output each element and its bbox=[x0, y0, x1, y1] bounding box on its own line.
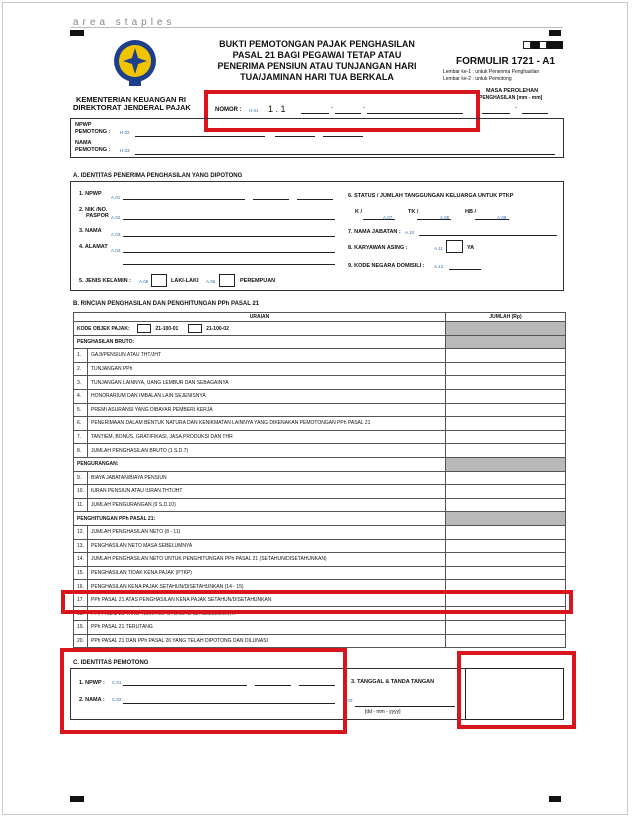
amount-cell[interactable] bbox=[446, 553, 566, 567]
kode-1-label: 21-100-01 bbox=[155, 325, 179, 332]
row-description: JUMLAH PENGHASILAN NETO UNTUK PENGHITUNGAN PPh PASAL 21 (SETAHUN/DISETAHUNKAN) bbox=[88, 553, 446, 567]
amount-cell[interactable] bbox=[446, 539, 566, 553]
a-npwp-field-2[interactable] bbox=[253, 199, 289, 200]
a-jk-code-1: A.05 bbox=[139, 279, 149, 284]
a-nik-code: A.02 bbox=[111, 215, 121, 220]
amount-cell[interactable] bbox=[446, 566, 566, 580]
c-date-format: [dd - mm - yyyy] bbox=[365, 709, 401, 715]
row-number: 13. bbox=[74, 539, 88, 553]
nama-pemotong-label-2: PEMOTONG : bbox=[75, 147, 111, 153]
nomor-code: H.01 bbox=[249, 108, 259, 113]
c-ttd-code: C.03 bbox=[343, 698, 353, 703]
c-npwp-label: 1. NPWP : bbox=[79, 680, 105, 686]
amount-cell[interactable] bbox=[446, 362, 566, 376]
row-description: JUMLAH PENGURANGAN (9 S.D.10) bbox=[88, 498, 446, 512]
hb-label: HB / bbox=[465, 209, 476, 215]
amount-cell[interactable] bbox=[446, 403, 566, 417]
form-code: FORMULIR 1721 - A1 bbox=[456, 56, 556, 67]
row-number: 3. bbox=[74, 376, 88, 390]
row-description: PENGHASILAN NETO MASA SEBELUMNYA bbox=[88, 539, 446, 553]
npwp-pemotong-field-2[interactable] bbox=[275, 136, 315, 137]
a-negara-field[interactable] bbox=[449, 269, 481, 270]
tk-field[interactable] bbox=[417, 219, 451, 220]
npwp-pemotong-field-3[interactable] bbox=[323, 136, 363, 137]
tax-form-page: area staples BUKTI PEMOTONGAN PAJAK PENGHASILAN PASAL 21 BAGI PEGAWAI TETAP ATAU PENERIMA PENSIUN ATAU TUNJANGAN HARI TUA/JAMINAN HARI TUA BERKALA FORMULIR 1721 - A1 Lembar ke-1 : untuk Penerima Penghasilan Lembar ke-2 : untuk Pemotong KEMENTERIAN KEUANGAN RI DIREKTORAT JENDERAL PAJAK NOMOR : H.01 1 . 1 - - MASA PEROLEHAN PENGHASILAN [mm - mm] - NPWP PEMOTONG : H.02 NAMA PEMOTONG : H.03 A. IDENTITAS PENERIMA PENGHASILAN YANG DIPOTONG 1. NPWP A.01 2. NIK /NO. PASPOR A.02 3. NAMA A.03 4. ALAMAT A.04 5. JENIS KELAMIN : A.05 LAKI-LAKI A.06 PEREMPUAN 6. STATUS / JUMLAH TANGGUNGAN KELUARGA UNTUK PTKP K / A.07 TK / A.08 HB / A.09 7. NAMA JABATAN : A.10 8. KARYAWAN ASING : A.11 YA 9. KODE NEGARA DOMISILI : A.12 B. RINCIAN PENGHASILAN DAN PENGHITUNGAN PPh PASAL 21 URAIAN JUMLAH (Rp) KODE OBJEK PAJAK: 21-100-01 21-100-02 PENGHASILAN BRUTO: 1. GAJI/PENSIUN ATAU THT/JHT 2. TUNJANGAN PPh 3. TUNJANGAN LAINNYA, UANG LEMBUR DAN SEBAGAINYA 4. HONORARIUM DAN IMBALAN LAIN SEJENISNYA 5. PREMI ASURANSI YANG DIBAYAR PEMBERI KERJA 6. PENERIMAAN DALAM BENTUK NATURA DAN KENIKMATAN LAINNYA YANG DIKENAKAN PEMOTONGAN PPh PASAL 21 7. TANTIEM, BONUS, GRATIFIKASI, JASA PRODUKSI DAN THR 8. JUMLAH PENGHASILAN BRUTO (1 S.D.7) PENGURANGAN: 9. BIAYA JABATAN/BIAYA PENSIUN 10. IURAN PENSIUN ATAU IURAN THT/JHT 11. JUMLAH PENGURANGAN (9 S.D.10) PENGHITUNGAN PPh PASAL 21: 12. JUMLAH PENGHASILAN NETO (8 - 11) 13. PENGHASILAN NETO MASA SEBELUMNYA 14. JUMLAH PENGHASILAN NETO UNTUK PENGHITUNGAN PPh PASAL 21 (SETAHUN/DISETAHUNKAN) 15. PENGHASILAN TIDAK KENA PAJAK (PTKP) 16. PENGHASILAN KENA PAJAK SETAHUN/DISETAHUNKAN (14 - 15) 17. PPh PASAL 21 ATAS PENGHASILAN KENA PAJAK SETAHUN/DISETAHUNKAN 18. PPh PASAL 21 YANG TELAH DIPOTONG MASA SEBELUMNYA 19. PPh PASAL 21 TERUTANG 20. PPh PASAL 21 DAN PPh PASAL 26 YANG TELAH DIPOTONG DAN DILUNASI C. IDENTITAS PEMOTONG 1. NPWP : C.01 2. NAMA : C.02 3. TANGGAL & TANDA TANGAN C.03 [dd - mm - yyyy] bbox=[2, 2, 628, 815]
kode-1-checkbox[interactable] bbox=[137, 324, 151, 333]
row-description: BIAYA JABATAN/BIAYA PENSIUN bbox=[88, 471, 446, 485]
a-npwp-field-3[interactable] bbox=[297, 199, 333, 200]
a-jabatan-code: A.10 bbox=[405, 230, 415, 235]
row-description: TUNJANGAN LAINNYA, UANG LEMBUR DAN SEBAGAINYA bbox=[88, 376, 446, 390]
highlight-signature bbox=[457, 651, 576, 729]
table-row bbox=[74, 539, 566, 553]
c-npwp-code: C.01 bbox=[112, 680, 122, 685]
amount-cell[interactable] bbox=[446, 444, 566, 458]
amount-cell[interactable] bbox=[446, 525, 566, 539]
amount-cell[interactable] bbox=[446, 417, 566, 431]
k-code: A.07 bbox=[383, 215, 393, 220]
table-header-row bbox=[74, 313, 566, 322]
barcode-squares bbox=[523, 41, 563, 49]
table-row bbox=[74, 417, 566, 431]
bruto-heading: PENGHASILAN BRUTO: bbox=[74, 335, 446, 349]
row-description: PENGHASILAN KENA PAJAK SETAHUN/DISETAHUNKAN (14 - 15) bbox=[88, 580, 446, 594]
a-asing-label: 8. KARYAWAN ASING : bbox=[348, 245, 408, 251]
a-jabatan-field[interactable] bbox=[419, 235, 557, 236]
a-alamat-code: A.04 bbox=[111, 248, 121, 253]
kode-2-checkbox[interactable] bbox=[188, 324, 202, 333]
row-number: 7. bbox=[74, 430, 88, 444]
amount-cell[interactable] bbox=[446, 389, 566, 403]
row-number: 4. bbox=[74, 389, 88, 403]
amount-cell[interactable] bbox=[446, 621, 566, 635]
row-number: 20. bbox=[74, 634, 88, 648]
nomor-value[interactable]: 1 . 1 bbox=[268, 104, 286, 114]
row-number: 17. bbox=[74, 593, 88, 607]
corner-marker-top-right bbox=[549, 30, 561, 36]
corner-marker-bottom-right bbox=[549, 796, 561, 802]
amount-cell[interactable] bbox=[446, 430, 566, 444]
row-description: TANTIEM, BONUS, GRATIFIKASI, JASA PRODUKSI DAN THR bbox=[88, 430, 446, 444]
section-a-title: A. IDENTITAS PENERIMA PENGHASILAN YANG DIPOTONG bbox=[73, 173, 243, 179]
row-number: 6. bbox=[74, 417, 88, 431]
c-tanggal-field[interactable] bbox=[355, 706, 455, 707]
row-number: 9. bbox=[74, 471, 88, 485]
row-number: 19. bbox=[74, 621, 88, 635]
tk-code: A.08 bbox=[440, 215, 450, 220]
amount-cell[interactable] bbox=[446, 376, 566, 390]
a-jk-code-2: A.06 bbox=[206, 279, 216, 284]
staples-line bbox=[71, 27, 563, 28]
table-row bbox=[74, 525, 566, 539]
row-description: PPh PASAL 21 YANG TELAH DIPOTONG MASA SEBELUMNYA bbox=[88, 607, 446, 621]
a-alamat-field-2[interactable] bbox=[123, 264, 335, 265]
table-row bbox=[74, 389, 566, 403]
row-number: 2. bbox=[74, 362, 88, 376]
karyawan-asing-checkbox[interactable] bbox=[446, 240, 463, 253]
row-number: 8. bbox=[74, 444, 88, 458]
c-ttd-label: 3. TANGGAL & TANDA TANGAN bbox=[351, 679, 435, 685]
npwp-pemotong-code: H.02 bbox=[120, 130, 130, 135]
a-nik-label-2: PASPOR bbox=[86, 213, 109, 219]
amount-cell[interactable] bbox=[446, 349, 566, 363]
hb-code: A.09 bbox=[497, 215, 507, 220]
table-row bbox=[74, 621, 566, 635]
k-field[interactable] bbox=[363, 219, 395, 220]
table-row bbox=[74, 485, 566, 499]
penghitungan-heading: PENGHITUNGAN PPh PASAL 21: bbox=[74, 512, 446, 526]
amount-cell[interactable] bbox=[446, 485, 566, 499]
pengurangan-heading: PENGURANGAN: bbox=[74, 457, 446, 471]
kode-objek-label: KODE OBJEK PAJAK: bbox=[77, 325, 130, 332]
masa-label: MASA PEROLEHAN bbox=[486, 88, 539, 94]
row-number: 11. bbox=[74, 498, 88, 512]
row-description: TUNJANGAN PPh bbox=[88, 362, 446, 376]
row-description: JUMLAH PENGHASILAN BRUTO (1 S.D.7) bbox=[88, 444, 446, 458]
title-line-2: PASAL 21 BAGI PEGAWAI TETAP ATAU bbox=[232, 50, 402, 60]
row-number: 18. bbox=[74, 607, 88, 621]
row-description: PPh PASAL 21 DAN PPh PASAL 26 YANG TELAH DIPOTONG DAN DILUNASI bbox=[88, 634, 446, 648]
a-negara-label: 9. KODE NEGARA DOMISILI : bbox=[348, 263, 425, 269]
penghitungan-heading-row bbox=[74, 512, 566, 526]
row-description: IURAN PENSIUN ATAU IURAN THT/JHT bbox=[88, 485, 446, 499]
table-row bbox=[74, 376, 566, 390]
section-c-title: C. IDENTITAS PEMOTONG bbox=[73, 660, 149, 666]
table-row bbox=[74, 566, 566, 580]
row-description: PPh PASAL 21 ATAS PENGHASILAN KENA PAJAK SETAHUN/DISETAHUNKAN bbox=[88, 593, 446, 607]
npwp-pemotong-label-2: PEMOTONG : bbox=[75, 129, 111, 135]
a-nama-label: 3. NAMA bbox=[79, 228, 102, 234]
hb-field[interactable] bbox=[475, 219, 509, 220]
masa-from-field[interactable] bbox=[482, 113, 510, 114]
a-jabatan-label: 7. NAMA JABATAN : bbox=[348, 229, 401, 235]
row-number: 5. bbox=[74, 403, 88, 417]
row-description: JUMLAH PENGHASILAN NETO (8 - 11) bbox=[88, 525, 446, 539]
a-npwp-field-1[interactable] bbox=[123, 199, 245, 200]
table-row bbox=[74, 553, 566, 567]
table-row bbox=[74, 349, 566, 363]
kode-objek-row bbox=[74, 322, 566, 336]
a-nama-code: A.03 bbox=[111, 232, 121, 237]
amount-cell[interactable] bbox=[446, 498, 566, 512]
a-npwp-label: 1. NPWP bbox=[79, 191, 102, 197]
table-row bbox=[74, 498, 566, 512]
a-npwp-code: A.01 bbox=[111, 195, 121, 200]
table-row bbox=[74, 471, 566, 485]
table-row bbox=[74, 430, 566, 444]
laki-laki-label: LAKI-LAKI bbox=[171, 278, 199, 284]
masa-to-field[interactable] bbox=[522, 113, 548, 114]
a-nama-field[interactable] bbox=[123, 236, 335, 237]
table-row bbox=[74, 634, 566, 648]
copy-note-2: Lembar ke-2 : untuk Pemotong bbox=[443, 76, 512, 82]
row-number: 16. bbox=[74, 580, 88, 594]
row-number: 10. bbox=[74, 485, 88, 499]
djp-logo-icon bbox=[112, 37, 158, 87]
corner-marker-top-left bbox=[70, 30, 84, 36]
row-description: GAJI/PENSIUN ATAU THT/JHT bbox=[88, 349, 446, 363]
nama-pemotong-label: NAMA bbox=[75, 140, 92, 146]
table-row bbox=[74, 362, 566, 376]
a-alamat-field-1[interactable] bbox=[123, 252, 335, 253]
masa-label-2: PENGHASILAN [mm - mm] bbox=[479, 95, 543, 101]
tk-label: TK / bbox=[408, 209, 419, 215]
perempuan-checkbox[interactable] bbox=[219, 274, 235, 287]
amount-cell[interactable] bbox=[446, 634, 566, 648]
a-negara-code: A.12 bbox=[434, 264, 444, 269]
k-label: K / bbox=[355, 209, 363, 215]
pemotong-header-box bbox=[70, 118, 564, 158]
table-row bbox=[74, 403, 566, 417]
kode-2-label: 21-100-02 bbox=[206, 325, 229, 332]
col-jumlah: JUMLAH (Rp) bbox=[446, 313, 566, 322]
staples-area-label: area staples bbox=[73, 17, 176, 28]
row-description: PENERIMAAN DALAM BENTUK NATURA DAN KENIKMATAN LAINNYA YANG DIKENAKAN PEMOTONGAN PPh PASAL 21 bbox=[88, 417, 446, 431]
nama-pemotong-code: H.03 bbox=[120, 148, 130, 153]
bruto-heading-row bbox=[74, 335, 566, 349]
title-line-1: BUKTI PEMOTONGAN PAJAK PENGHASILAN bbox=[219, 39, 415, 49]
form-title bbox=[198, 39, 436, 83]
highlight-row-17 bbox=[61, 590, 573, 614]
directorate-name: DIREKTORAT JENDERAL PAJAK bbox=[73, 103, 191, 112]
amount-cell[interactable] bbox=[446, 471, 566, 485]
row-number: 1. bbox=[74, 349, 88, 363]
row-description: HONORARIUM DAN IMBALAN LAIN SEJENISNYA bbox=[88, 389, 446, 403]
c-nama-label: 2. NAMA : bbox=[79, 697, 105, 703]
title-line-4: TUA/JAMINAN HARI TUA BERKALA bbox=[240, 72, 394, 82]
section-b-title: B. RINCIAN PENGHASILAN DAN PENGHITUNGAN PPh PASAL 21 bbox=[73, 301, 260, 307]
a-status-label: 6. STATUS / JUMLAH TANGGUNGAN KELUARGA UNTUK PTKP bbox=[348, 193, 514, 199]
row-number: 14. bbox=[74, 553, 88, 567]
a-alamat-label: 4. ALAMAT bbox=[79, 244, 108, 250]
c-nama-code: C.02 bbox=[112, 697, 122, 702]
nomor-label: NOMOR : bbox=[215, 107, 242, 113]
nama-pemotong-field[interactable] bbox=[135, 154, 555, 155]
pengurangan-heading-row bbox=[74, 457, 566, 471]
row-description: PREMI ASURANSI YANG DIBAYAR PEMBERI KERJA bbox=[88, 403, 446, 417]
col-uraian: URAIAN bbox=[74, 313, 446, 322]
perempuan-label: PEREMPUAN bbox=[240, 278, 276, 284]
npwp-pemotong-label: NPWP bbox=[75, 122, 92, 128]
a-nik-label: 2. NIK /NO. bbox=[79, 207, 108, 213]
title-line-3: PENERIMA PENSIUN ATAU TUNJANGAN HARI bbox=[217, 61, 417, 71]
laki-laki-checkbox[interactable] bbox=[151, 274, 167, 287]
row-number: 15. bbox=[74, 566, 88, 580]
row-description: PPh PASAL 21 TERUTANG bbox=[88, 621, 446, 635]
row-number: 12. bbox=[74, 525, 88, 539]
highlight-identitas-pemotong bbox=[60, 648, 347, 734]
a-asing-code: A.11 bbox=[434, 246, 443, 251]
npwp-pemotong-field-1[interactable] bbox=[135, 136, 265, 137]
table-row bbox=[74, 444, 566, 458]
corner-marker-bottom-left bbox=[70, 796, 84, 802]
a-nik-field[interactable] bbox=[123, 219, 335, 220]
copy-note-1: Lembar ke-1 : untuk Penerima Penghasilan bbox=[443, 69, 540, 75]
karyawan-asing-ya: YA bbox=[467, 245, 475, 251]
row-description: PENGHASILAN TIDAK KENA PAJAK (PTKP) bbox=[88, 566, 446, 580]
a-jk-label: 5. JENIS KELAMIN : bbox=[79, 278, 131, 284]
ministry-name: KEMENTERIAN KEUANGAN RI bbox=[76, 95, 187, 104]
